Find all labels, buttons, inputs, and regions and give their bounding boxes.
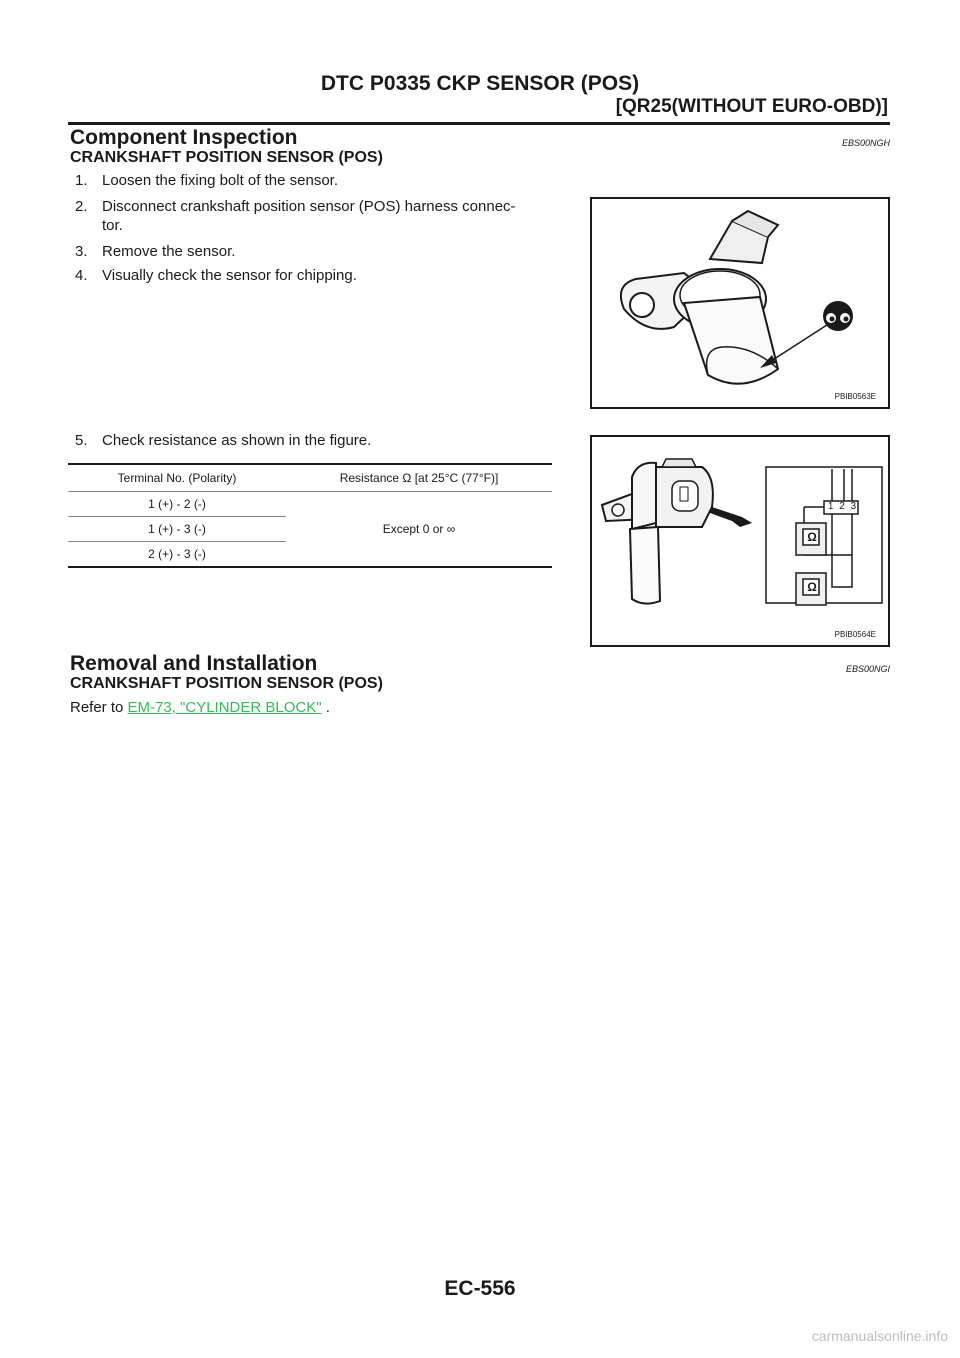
connector-pin-labels bbox=[825, 501, 859, 512]
step-text: Visually check the sensor for chipping. bbox=[102, 267, 357, 284]
resistance-table bbox=[68, 463, 552, 568]
table-header-row bbox=[68, 464, 552, 492]
sensor-illustration bbox=[592, 199, 888, 407]
refer-prefix: Refer to bbox=[70, 699, 128, 716]
pin-label: 1 bbox=[827, 501, 834, 512]
table-cell-resistance: Except 0 or ∞ bbox=[286, 492, 552, 568]
page-title: DTC P0335 CKP SENSOR (POS) bbox=[320, 72, 640, 95]
step-text: Remove the sensor. bbox=[102, 243, 236, 260]
step-number: 1. bbox=[75, 172, 88, 189]
section-code: EBS00NGH bbox=[841, 138, 890, 148]
section-heading-removal: Removal and Installation bbox=[70, 652, 318, 675]
section-heading-component-inspection: Component Inspection bbox=[70, 126, 298, 149]
step-number: 5. bbox=[75, 432, 88, 449]
step-4 bbox=[75, 266, 357, 285]
section-code: EBS00NGI bbox=[845, 664, 890, 674]
watermark: carmanualsonline.info bbox=[811, 1328, 948, 1344]
page-number: EC-556 bbox=[444, 1277, 516, 1300]
cylinder-block-link[interactable]: EM-73, "CYLINDER BLOCK" bbox=[127, 699, 322, 716]
table-header-terminal: Terminal No. (Polarity) bbox=[68, 464, 286, 492]
ohmmeter-icon: Ω bbox=[807, 580, 817, 594]
table-header-resistance: Resistance Ω [at 25°C (77°F)] bbox=[286, 464, 552, 492]
step-1 bbox=[75, 171, 338, 190]
pin-label: 2 bbox=[839, 501, 845, 512]
table-cell-terminal: 1 (+) - 2 (-) bbox=[68, 492, 286, 517]
step-text-continued: tor. bbox=[102, 217, 123, 234]
step-text: Disconnect crankshaft position sensor (POS) harness connec- bbox=[102, 198, 516, 215]
table-cell-terminal: 1 (+) - 3 (-) bbox=[68, 517, 286, 542]
resistance-check-illustration bbox=[592, 437, 888, 645]
page-subtitle: [QR25(WITHOUT EURO-OBD)] bbox=[615, 96, 888, 117]
refer-suffix: . bbox=[321, 699, 330, 716]
figure-sensor-chipping bbox=[590, 197, 890, 409]
section-subheading: CRANKSHAFT POSITION SENSOR (POS) bbox=[70, 675, 383, 692]
step-number: 2. bbox=[75, 198, 88, 215]
refer-line bbox=[70, 698, 330, 717]
figure-code: PBIB0563E bbox=[834, 392, 876, 401]
step-text: Loosen the fixing bolt of the sensor. bbox=[102, 172, 338, 189]
step-3 bbox=[75, 242, 235, 261]
step-number: 4. bbox=[75, 267, 88, 284]
section-subheading: CRANKSHAFT POSITION SENSOR (POS) bbox=[70, 149, 383, 166]
step-2 bbox=[75, 197, 577, 235]
figure-resistance-check bbox=[590, 435, 890, 647]
step-5 bbox=[75, 431, 371, 450]
table-row bbox=[68, 492, 552, 517]
table-cell-terminal: 2 (+) - 3 (-) bbox=[68, 542, 286, 568]
ohmmeter-icon: Ω bbox=[807, 530, 817, 544]
step-text: Check resistance as shown in the figure. bbox=[102, 432, 372, 449]
step-number: 3. bbox=[75, 243, 88, 260]
figure-code: PBIB0564E bbox=[834, 630, 876, 639]
header-divider bbox=[68, 122, 890, 125]
pin-label: 3 bbox=[850, 501, 857, 512]
